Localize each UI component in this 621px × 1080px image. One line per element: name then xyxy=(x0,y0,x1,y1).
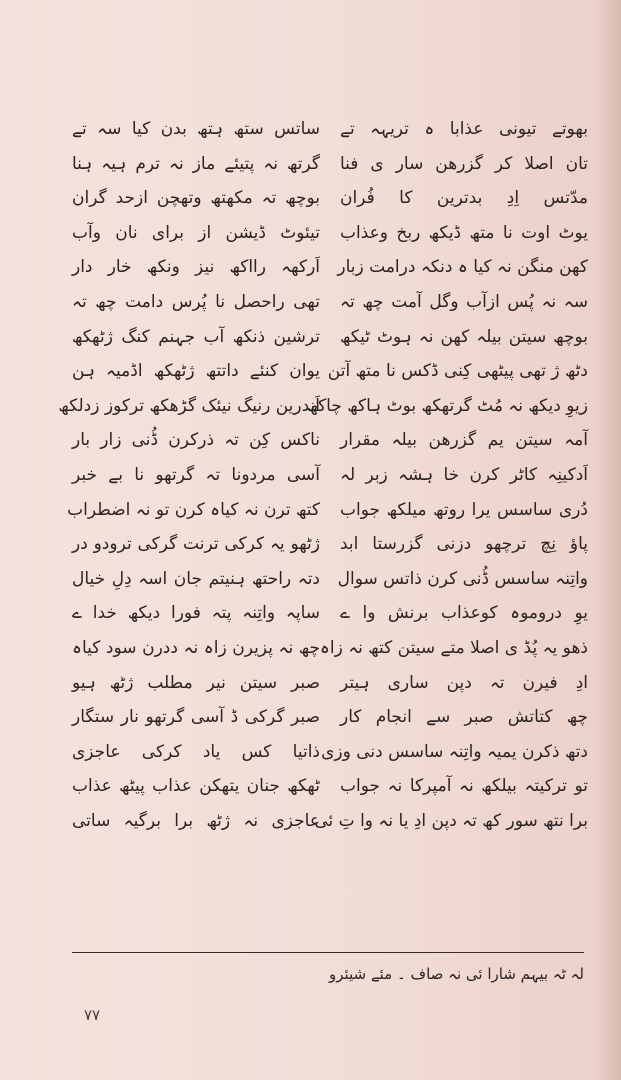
right-verse-line: ادِ فیرن تہ دپن ساری ہیتر xyxy=(340,672,588,693)
right-verse-line: کھن منگن نہ کیا ہ دنکہ درامت زبار xyxy=(337,257,588,278)
left-verse-line: ٹھکھ جنان یتھکن عذاب پیٹھ عذاب xyxy=(72,776,320,797)
footnote-divider xyxy=(72,952,584,953)
left-verse-line: عاجزی نہ ژٹھ برا برگیہ ساتی xyxy=(72,810,320,831)
left-verse-line: اَندرین رنیگ نیئک گڑھکھ ترکوز زدلکھ xyxy=(58,395,320,416)
left-verse-line: ساتس ستھ ہتھ بدن کیا سہ تے xyxy=(72,119,320,139)
left-verse-line: کتھ ترن نہ کیاہ کرن تو نہ اضطراب xyxy=(67,499,320,520)
left-verse-line: ناکس کِن تہ ذرکرن ڈُنی زار بار xyxy=(72,430,320,451)
left-verse-column xyxy=(58,112,320,838)
right-verse-line: پاؤ نِچ ترچھو دزنی گزرستا ابد xyxy=(340,534,588,555)
left-verse-line: صبر سیتن نیر مطلب ژٹھ ہیو xyxy=(72,672,320,693)
right-verse-line: برا نتھ سور کھ تہ دپن ادِ یا نہ وا تِ ئی xyxy=(314,810,588,831)
right-verse-line: بوچھ سیتن بیلہ کھن نہ ہوٹ ٹیکھ xyxy=(340,326,588,347)
right-verse-line: دُری ساسس یرا روتھ میلکھ جواب xyxy=(340,499,588,520)
left-verse-line: یوان کنئے داتتھ ژٹھکھ اڈمیہ ہن xyxy=(72,361,320,382)
right-verse-line: اَدکینِہ کاٹر کرن خا ہشہ زبر لہ xyxy=(340,464,588,485)
left-verse-line: ساپہ واتِنہ پتہ فورا دیکھ خدا ے xyxy=(72,603,320,624)
left-verse-line: صبر گرکی ڈ آسی گرتھو نار ستگار xyxy=(72,707,320,728)
left-verse-line: چھ نہ پزیرن زاہ نہ ددرن سود کیاہ xyxy=(72,637,320,658)
left-verse-line: دتہ راحتھ ہنیتم جان اسہ دِلِ خیال xyxy=(72,568,320,589)
right-verse-line: دتھ ذکرن یمیہ واتِنہ ساسس دنی وزی xyxy=(321,741,588,762)
right-verse-line: تو ترکیتہ بیلکھ نہ آمپرکا نہ جواب xyxy=(340,776,588,797)
right-verse-line: مدّتس اِدِ بدترین کا فُران xyxy=(340,188,588,209)
left-verse-line: تھی راحصل نا پُرس دامت چھ تہ xyxy=(72,291,320,312)
footnote: لہ ٹہ بیہم شارا ئی نہ صاف ۔ مئے شیئرو xyxy=(328,965,584,983)
right-verse-line: زیوِ دیکھ نہ مُٹ گرتھکھ بوٹ ہاکھ چاکھ xyxy=(307,395,588,416)
right-verse-line: آمہ سیتن یم گزرھن بیلہ مقرار xyxy=(340,430,588,451)
left-verse-line: ذاتیا کس یاد کرکی عاجزی xyxy=(72,741,320,762)
right-verse-line: چھ کتاتش صبر سے انجام کار xyxy=(340,707,588,728)
right-verse-line: تان اصلا کر گزرھن سار ی فنا xyxy=(340,153,588,174)
left-verse-line: تیئوٹ ڈیشن از برای نان وآب xyxy=(72,222,320,243)
right-verse-line: واتِنہ ساسس ڈُنی کرن ذاتس سوال xyxy=(337,568,588,589)
left-verse-line: گرتھ نہ پتیئے ماز نہ ترم ہیہ ہنا xyxy=(72,153,320,174)
left-verse-line: ترشین ذنکھ آب جہنم کنگ ژٹھکھ xyxy=(72,326,320,347)
right-verse-line: بھوتے تیونی عذابا ہ تریہہ تے xyxy=(340,119,588,139)
left-verse-line: ژٹھو یہ کرکی ترنت گرکی ترودو در xyxy=(72,534,320,555)
right-verse-line: یوِ دروموہ کوعذاب برنش وا ے xyxy=(340,603,588,624)
right-verse-line: سہ نہ پُس ازآب وگل آمت چھ تہ xyxy=(340,291,588,312)
page-number: ۷۷ xyxy=(84,1006,101,1024)
left-verse-line: آسی مردونا تہ گرتھو نا بے خبر xyxy=(72,464,320,485)
right-verse-line: دٹھ ژ تھی پیٹھی کِنی ڈکس نا متھ آتن xyxy=(327,361,588,382)
right-verse-line: یوٹ اوت نا متھ ڈیکھ ربخ وعذاب xyxy=(340,222,588,243)
page-edge-shadow xyxy=(597,0,621,1080)
right-verse-column xyxy=(307,112,588,838)
left-verse-line: بوچھ تہ مکھتھ وتھچن ازحد گران xyxy=(72,188,320,209)
left-verse-line: اَرکھہ رااکھ نیز ونکھ خار دار xyxy=(72,257,320,278)
right-verse-line: ذھو یہ پُڈ ی اصلا متے سیتن کتھ نہ زاہ xyxy=(319,637,588,658)
